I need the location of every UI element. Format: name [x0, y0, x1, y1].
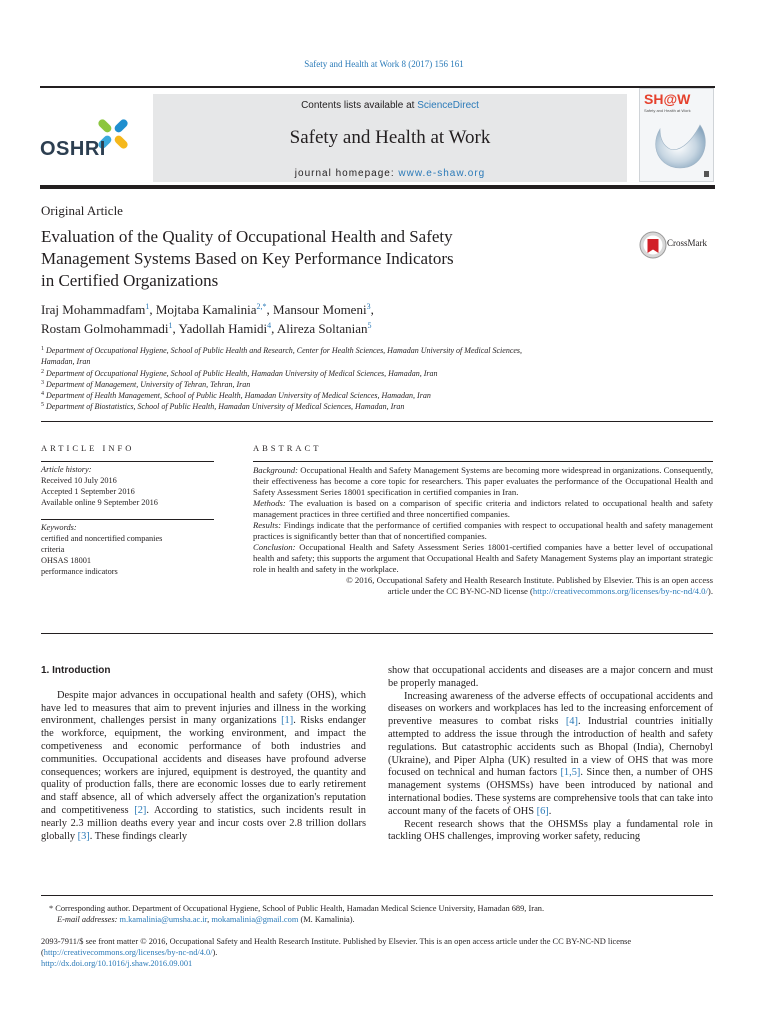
info-rule	[41, 519, 214, 520]
affiliation-item	[41, 401, 621, 412]
affiliation-list	[41, 345, 621, 413]
keywords-box	[41, 519, 214, 577]
body-text: . Since then, a number of OHS management systems (OHSMSs) have been introduced by national and international bodies. These systems are comprehensive tools that can take into account many of the facets of OHS	[388, 767, 714, 817]
title-line: in Certified Organizations	[41, 271, 219, 290]
footnote-line	[41, 903, 713, 914]
homepage-prefix: journal homepage:	[294, 168, 399, 179]
abstract-label: Conclusion:	[253, 542, 296, 552]
abstract-text: Occupational Health and Safety Management Systems are becoming more widespread in organizations. Consequently, their effectiveness has become a core topic for researchers. This paper evaluates the performance of the Occupational Health and Safety Assessment Series 18001 specification in certified companies in Iran.	[253, 465, 713, 497]
abstract-text: Occupational Health and Safety Assessment Series 18001-certified companies have a better level of occupational health and safety; this supports the argument that Occupational Health and Safety Management Systems play an important strategic role in health and safety in the workplace.	[253, 542, 714, 574]
email-suffix: (M. Kamalinia).	[298, 915, 355, 924]
article-history-box	[41, 461, 214, 508]
author-line	[41, 300, 701, 319]
affiliation-text: Department of Occupational Hygiene, School of Public Health and Research, Center for Health Sciences, Hamadan University of Medical Sciences,	[46, 346, 523, 355]
abstract-paragraph	[253, 542, 713, 575]
body-column-left	[41, 665, 366, 843]
doi-link[interactable]: http://dx.doi.org/10.1016/j.shaw.2016.09.001	[41, 959, 193, 968]
body-text: .	[548, 805, 552, 817]
body-text: . According to statistics, such incidents result in nearly 2.3 million deaths every year and incur costs over 2.8 trillion dollars globally	[41, 804, 366, 842]
affiliation-text: Department of Health Management, School of Public Health, Hamadan University of Medical Sciences, Hamadan, Iran	[46, 391, 431, 401]
affiliation-text: Department of Occupational Hygiene, School of Public Health, Hamadan University of Medical Sciences, Hamadan, Iran	[46, 368, 438, 378]
author-separator: ,	[149, 302, 156, 317]
affiliation-number: 3	[41, 379, 44, 386]
body-text: . Risks endanger the workforce, equipment, the working environment, and impact the competiveness and economic performance of both industries and communities. Occupational accidents and diseases have profound adverse consequences; workers are injured, equipment is destroyed, the quantity and quality of production falls, there are economic losses due to early retirement and staff absence, all of which adversely affect the organization's reputation and competitiveness	[41, 715, 366, 816]
keywords-label: Keywords:	[41, 523, 77, 532]
history-item: Available online 9 September 2016	[41, 498, 158, 507]
author-affiliation-mark: 1	[168, 321, 173, 330]
abstract-heading: ABSTRACT	[253, 443, 322, 453]
license-link[interactable]: http://creativecommons.org/licenses/by-nc-nd/4.0/	[43, 948, 213, 957]
info-rule	[41, 461, 214, 462]
abstract-label: Background:	[253, 465, 299, 475]
abstract-copyright	[253, 575, 713, 597]
history-item: Accepted 1 September 2016	[41, 487, 135, 496]
affiliation-item	[41, 390, 621, 401]
body-text: . Industrial countries initially attempted to address the issue through the introduction of health and safety regulations. But catastrophic accidents such as Bhopal (India), Chernobyl (Ukraine), and Piper Alpha (UK) resulted in a view of OHS that was more focused on technical and human factors	[388, 716, 713, 779]
footnote-rule	[41, 895, 713, 896]
author-affiliation-mark: 5	[367, 321, 372, 330]
affiliation-number: 1	[41, 346, 44, 352]
body-text: Despite major advances in occupational health and safety (OHS), which have led to measures that aim to prevent injuries and illness in the working environment, challenges persist in many organizations	[41, 689, 366, 727]
body-text: . These findings clearly	[89, 830, 188, 842]
email-label: E-mail addresses:	[57, 915, 120, 924]
author-affiliation-mark: 3	[366, 302, 371, 311]
publication-info	[41, 936, 713, 969]
corresponding-author: Corresponding author. Department of Occupational Hygiene, School of Public Health, Hamadan Medical Science University, Hamadan 689, Iran.	[55, 904, 545, 913]
keyword-item: certified and noncertified companies	[41, 534, 163, 543]
journal-title: Safety and Health at Work	[289, 127, 491, 148]
abstract-paragraph	[253, 498, 713, 520]
footnote-email-line	[57, 914, 713, 925]
author-line	[41, 319, 701, 338]
issn-line: 2093-7911/$ see front matter © 2016, Occupational Safety and Health Research Institute. Published by Elsevier. This is an open access article under the CC BY-NC-ND license	[41, 937, 632, 946]
banner-bottom-rule	[40, 185, 715, 189]
author-separator: ,	[370, 302, 374, 317]
author-affiliation-mark: 1	[145, 302, 150, 311]
author-name: Alireza Soltanian	[276, 321, 368, 336]
section-divider	[41, 421, 713, 422]
cover-artwork-icon	[640, 89, 714, 182]
column-paragraphs	[41, 690, 366, 844]
author-name: Mojtaba Kamalinia	[155, 302, 257, 317]
crossmark-icon	[639, 230, 667, 260]
section-divider	[41, 633, 713, 634]
author-name: Yadollah Hamidi	[178, 321, 268, 336]
contents-line	[153, 100, 627, 111]
journal-citation[interactable]: Safety and Health at Work 8 (2017) 156 161	[304, 59, 464, 69]
contents-prefix: Contents lists available at	[301, 100, 418, 111]
email-link[interactable]: mokamalinia@gmail.com	[211, 915, 299, 924]
body-paragraph	[388, 691, 713, 819]
body-text: Recent research shows that the OHSMSs play a fundamental role in tackling OHS challenges, improving worker safety, reducing	[388, 818, 713, 843]
license-link[interactable]: http://creativecommons.org/licenses/by-nc-nd/4.0/	[532, 586, 708, 596]
corresponding-footnote	[41, 903, 713, 925]
oshri-logo	[40, 114, 140, 160]
body-text: Increasing awareness of the adverse effects of occupational accidents and diseases on workers and workplaces has led to the increasing enforcement of preventive measures to combat risks	[388, 690, 713, 728]
citation-link[interactable]: [6]	[536, 805, 549, 817]
body-paragraph	[388, 665, 713, 691]
journal-cover-thumbnail	[639, 88, 714, 182]
keyword-item: OHSAS 18001	[41, 556, 92, 565]
article-title	[41, 226, 601, 292]
author-separator: ,	[172, 321, 179, 336]
footnote-mark: *	[49, 904, 54, 913]
sciencedirect-link[interactable]: ScienceDirect	[417, 100, 479, 111]
citation-link[interactable]: [4]	[565, 716, 578, 728]
column-paragraphs	[388, 665, 713, 844]
abstract-paragraph	[253, 465, 713, 498]
body-paragraph	[41, 690, 366, 844]
keyword-item: performance indicators	[41, 567, 118, 576]
affiliation-number: 2	[41, 368, 44, 375]
body-text: show that occupational accidents and diseases are a major concern and must be properly managed.	[388, 665, 713, 689]
homepage-link[interactable]: www.e-shaw.org	[398, 168, 486, 179]
affiliation-item	[41, 368, 621, 379]
cover-subtitle: Safety and Health at Work	[644, 108, 691, 113]
journal-info-box	[153, 94, 627, 182]
copyright-line: © 2016, Occupational Safety and Health Research Institute. Published by Elsevier. This is an open access	[346, 575, 713, 585]
abstract-label: Methods:	[253, 498, 286, 508]
email-link[interactable]: m.kamalinia@umsha.ac.ir	[119, 915, 208, 924]
license-line	[41, 947, 713, 958]
banner-top-rule	[40, 86, 715, 88]
author-affiliation-mark: 2,*	[256, 302, 267, 311]
affiliation-text: Department of Management, University of Tehran, Tehran, Iran	[46, 379, 251, 389]
history-item: Received 10 July 2016	[41, 476, 117, 485]
title-line: Management Systems Based on Key Performance Indicators	[41, 249, 454, 268]
article-type: Original Article	[41, 203, 123, 218]
cover-logo: SH@W	[644, 91, 691, 107]
history-label: Article history:	[41, 465, 92, 474]
abstract-body	[253, 461, 713, 631]
citation-link[interactable]: [3]	[77, 830, 90, 842]
article-info-heading: ARTICLE INFO	[41, 443, 135, 453]
crossmark-badge[interactable]	[639, 230, 719, 260]
copyright-line-suffix: ).	[707, 586, 713, 596]
author-name: Rostam Golmohammadi	[41, 321, 169, 336]
author-affiliation-mark: 4	[267, 321, 272, 330]
citation-link[interactable]: [2]	[134, 804, 147, 816]
email-separator: ,	[207, 915, 212, 924]
oshri-logo-text: OSHRI	[40, 138, 106, 160]
affiliation-number: 4	[41, 391, 44, 398]
affiliation-item	[41, 379, 621, 390]
abstract-label: Results:	[253, 520, 281, 530]
body-paragraph	[388, 819, 713, 845]
affiliation-text: Department of Biostatistics, School of Public Health, Hamadan University of Medical Sciences, Hamadan, Iran	[46, 402, 405, 412]
license-prefix: (	[41, 948, 44, 957]
title-line: Evaluation of the Quality of Occupational Health and Safety	[41, 227, 453, 246]
author-name: Mansour Momeni	[273, 302, 367, 317]
affiliation-item	[41, 345, 621, 356]
affiliation-continuation: Hamadan, Iran	[41, 357, 91, 367]
affiliation-number: 5	[41, 402, 44, 409]
citation-link[interactable]: [1]	[281, 715, 294, 727]
author-list	[41, 300, 701, 338]
crossmark-label: CrossMark	[667, 238, 707, 248]
license-suffix: ).	[212, 948, 218, 957]
section-heading: 1. Introduction	[41, 665, 111, 676]
abstract-paragraph	[253, 520, 713, 542]
keyword-item: criteria	[41, 545, 65, 554]
author-name: Iraj Mohammadfam	[41, 302, 146, 317]
homepage-line	[153, 168, 627, 179]
journal-banner	[40, 86, 715, 186]
author-separator: ,	[266, 302, 274, 317]
body-column-right	[388, 665, 713, 844]
author-separator: ,	[271, 321, 277, 336]
copyright-line-prefix: article under the CC BY-NC-ND license (	[387, 586, 533, 596]
abstract-text: Findings indicate that the performance of certified companies with respect to occupational health and safety management practices is significantly better than that of noncertified companies.	[253, 520, 713, 541]
abstract-text: The evaluation is based on a comparison of specific criteria and indictors related to occupational health and safety management practices in three certified and three noncertified companies.	[253, 498, 714, 519]
citation-link[interactable]: [1,5]	[560, 767, 581, 779]
